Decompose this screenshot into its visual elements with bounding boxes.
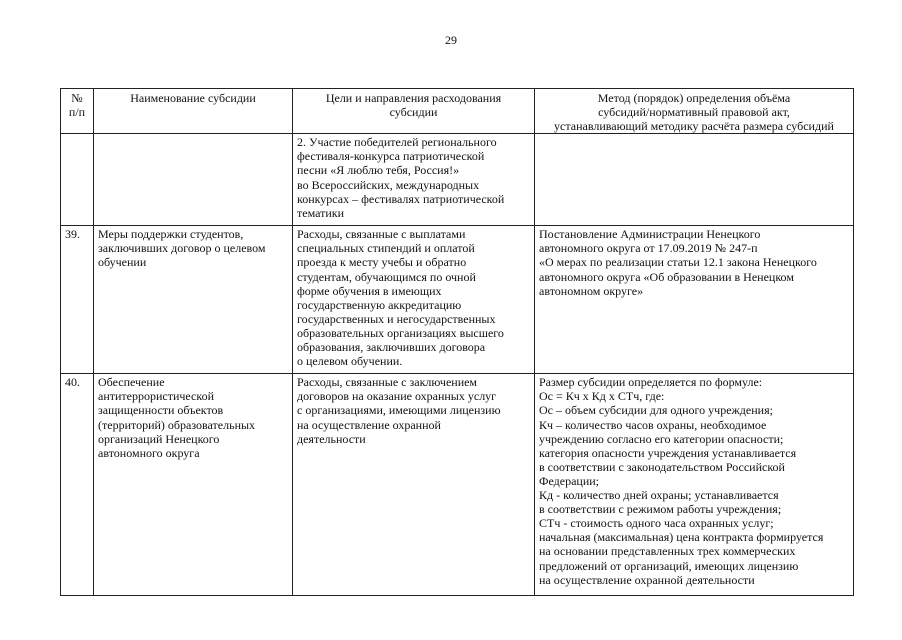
subsidy-table [60,88,854,596]
cell-text-line: государственных и негосударственных [297,311,496,326]
cell-text-line: антитеррористической [98,389,215,404]
row-number [61,226,94,374]
row-number [61,134,94,226]
cell-text-line: студентам, обучающимся по очной [297,269,476,284]
cell-text-line: устанавливающий методику расчёта размера субсидий [554,119,834,134]
cell-text-line: п/п [68,105,86,120]
method-cell [535,226,854,374]
cell-text-line: Меры поддержки студентов, [98,227,244,242]
cell-text-line: Размер субсидии определяется по формуле: [539,375,763,390]
cell-text-line: категория опасности учреждения устанавливается [539,445,797,460]
cell-text-line: Федерации; [539,473,600,488]
method-cell [535,374,854,596]
cell-text-line: на основании представленных трех коммерческих [539,544,796,559]
cell-text-line: Расходы, связанные с выплатами [297,227,466,242]
table-header-row [61,89,854,134]
cell-text-line: учреждению согласно его категории опасности; [539,431,784,446]
subsidy-name-cell [94,374,293,596]
cell-text-line: о целевом обучении. [297,354,403,369]
cell-text-line: Кд - количество дней охраны; устанавливается [539,488,779,503]
cell-text-line: автономного округа [98,445,200,460]
cell-text-line: Обеспечение [98,375,165,390]
cell-text-line: Метод (порядок) определения объёма [597,91,791,105]
cell-text-line: (территорий) образовательных [98,417,256,432]
purpose-cell [293,134,535,226]
subsidy-name-cell [94,134,293,226]
cell-text-line: в соответствии с законодательством Российской [539,459,785,474]
cell-text-line: Наименование субсидии [130,91,256,105]
cell-text-line: Расходы, связанные с заключением [297,375,478,390]
cell-text-line: тематики [297,205,345,220]
table-row [61,134,854,226]
cell-text-line: в соответствии с режимом работы учреждения; [539,502,782,517]
header-number [61,89,94,134]
cell-text-line: предложений от организаций, имеющих лицензию [539,558,799,573]
cell-text-line: обучении [98,255,147,270]
cell-text-line: начальная (максимальная) цена контракта формируется [539,530,824,545]
header-subsidy-name [94,89,293,134]
cell-text-line: «О мерах по реализации статьи 12.1 закона Ненецкого [539,255,817,270]
page-number: 29 [445,33,457,47]
cell-text-line: заключивших договор о целевом [98,241,266,256]
row-number [61,374,94,596]
cell-text-line: на осуществление охранной [297,417,441,432]
cell-text-line: специальных стипендий и оплатой [297,241,475,256]
table-row [61,374,854,596]
cell-text-line: автономного округа от 17.09.2019 № 247-п [539,241,758,256]
cell-text-line: автономном округе» [539,283,644,298]
purpose-cell [293,374,535,596]
cell-text-line: государственную аккредитацию [297,297,462,312]
cell-text-line: субсидий/нормативный правовой акт, [598,105,790,120]
table-row [61,226,854,374]
purpose-cell [293,226,535,374]
cell-text-line: Постановление Администрации Ненецкого [539,227,761,242]
cell-text-line: Ос = Кч х Кд х СТч, где: [539,389,665,404]
cell-text-line: конкурсах – фестивалях патриотической [297,191,505,206]
cell-text-line: договоров на оказание охранных услуг [297,389,497,404]
cell-text-line: Кч – количество часов охраны, необходимое [539,417,767,432]
cell-text-line: песни «Я люблю тебя, Россия!» [297,163,460,178]
cell-text-line: организаций Ненецкого [98,431,220,446]
cell-text-line: проезда к месту учебы и обратно [297,255,467,270]
cell-text-line: защищенности объектов [98,403,224,418]
cell-text-line: образования, заключивших договора [297,340,486,355]
cell-text-line: 39. [65,227,80,242]
cell-text-line: Цели и направления расходования [325,91,502,105]
cell-text-line: деятельности [297,431,366,446]
cell-text-line: во Всероссийских, международных [297,177,480,192]
cell-text-line: с организациями, имеющими лицензию [297,403,501,418]
cell-text-line: на осуществление охранной деятельности [539,572,755,587]
cell-text-line: субсидии [389,105,438,120]
cell-text-line: 2. Участие победителей регионального [297,135,497,150]
cell-text-line: фестиваля-конкурса патриотической [297,149,485,164]
cell-text-line: форме обучения в имеющих [297,283,442,298]
cell-text-line: СТч - стоимость одного часа охранных услуг; [539,516,774,531]
cell-text-line: Ос – объем субсидии для одного учреждения; [539,403,773,418]
cell-text-line: образовательных организациях высшего [297,325,504,340]
method-cell [535,134,854,226]
cell-text-line: 40. [65,375,80,390]
cell-text-line: автономного округа «Об образовании в Ненецком [539,269,794,284]
subsidy-name-cell [94,226,293,374]
cell-text-line: № [71,91,83,105]
header-purpose [293,89,535,134]
header-method [535,89,854,134]
